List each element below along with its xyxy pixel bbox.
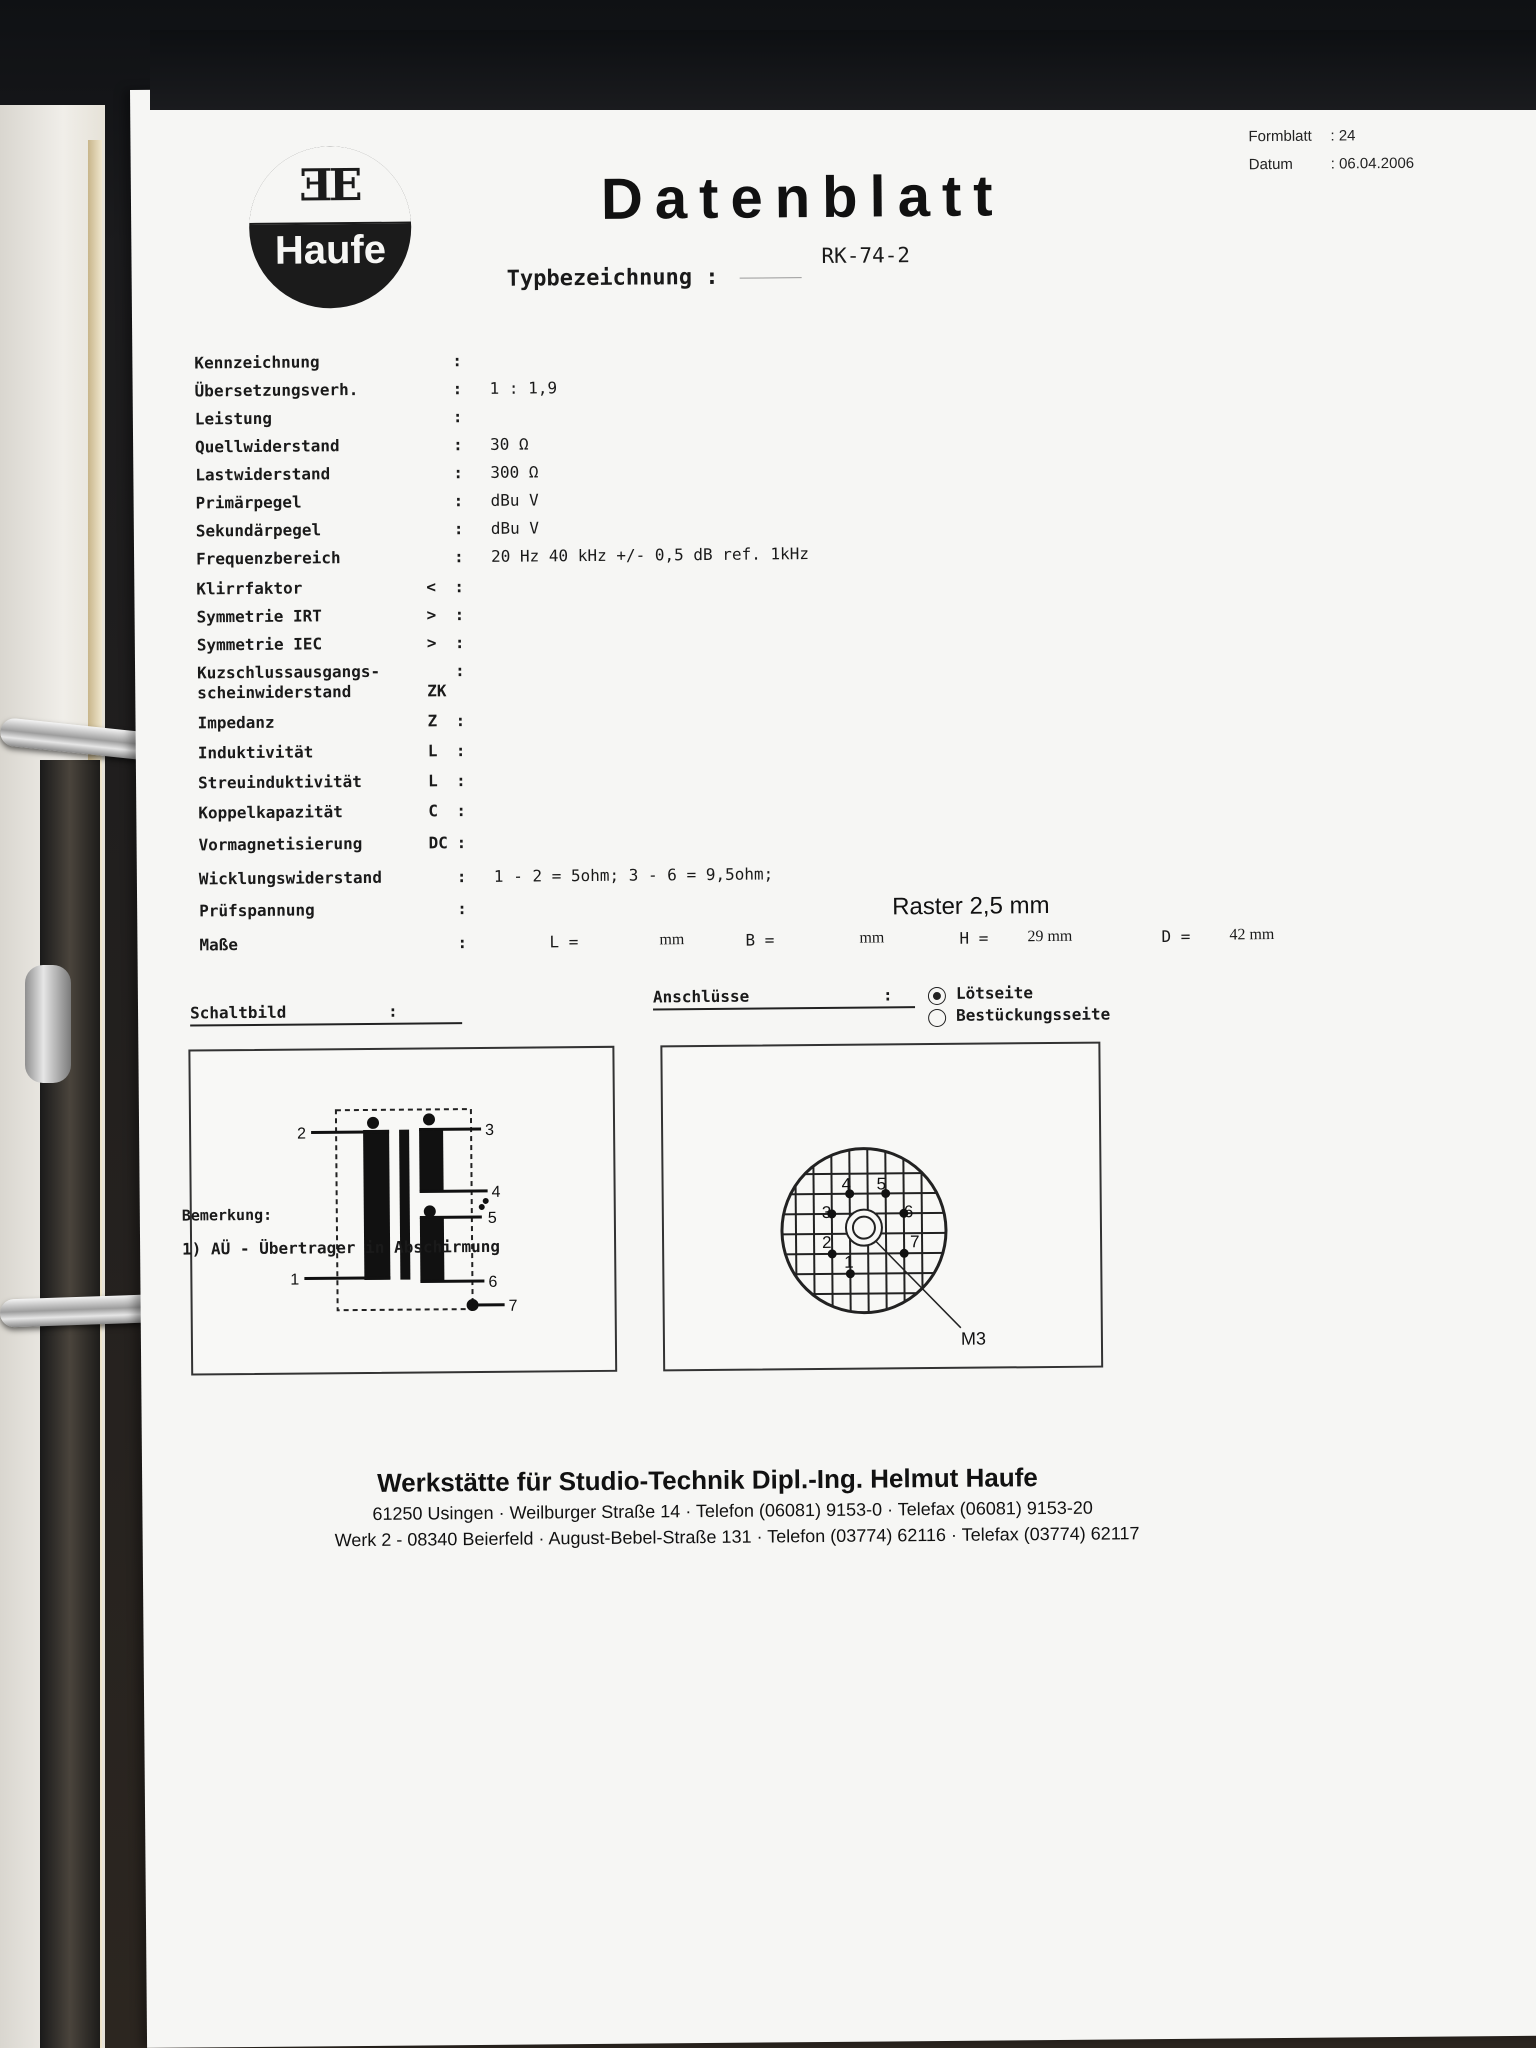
logo-emblem: ƎE	[299, 160, 359, 212]
anschluesse-label: Anschlüsse :	[653, 985, 915, 1010]
remark-item: 1) AÜ - Übertrager in Abschirmung	[182, 1236, 501, 1259]
formblatt-label: Formblatt	[1248, 127, 1312, 146]
remarks-label: Bemerkung:	[181, 1205, 273, 1225]
type-underline	[740, 277, 802, 279]
datum-label: Datum	[1248, 155, 1293, 174]
page-top-shadow	[150, 30, 1536, 110]
radio-bestueckungsseite[interactable]	[928, 1009, 946, 1027]
pin-2-label: 2	[297, 1125, 307, 1143]
pin-layout-7-label: 7	[909, 1232, 920, 1252]
pin-layout-drawing	[662, 1044, 1101, 1370]
page-title: Datenblatt	[600, 163, 1005, 232]
m3-label: M3	[960, 1328, 987, 1349]
radio-loetseite[interactable]	[928, 987, 946, 1005]
pin-3-label: 3	[485, 1121, 495, 1139]
pin-4-label: 4	[491, 1183, 501, 1201]
logo-text: Haufe	[274, 227, 387, 273]
footer-address-line1: 61250 Usingen · Weilburger Straße 14 · Telefon (06081) 9153-0 · Telefax (06081) 9153-20	[372, 1497, 1093, 1524]
radio-bestueckungsseite-label: Bestückungsseite	[956, 1004, 1111, 1025]
footer-company: Werkstätte für Studio-Technik Dipl.-Ing. Helmut Haufe	[377, 1462, 1038, 1498]
footer-address-line2: Werk 2 - 08340 Beierfeld · August-Bebel-Straße 131 · Telefon (03774) 62116 · Telefax (03774) 62117	[334, 1523, 1140, 1551]
formblatt-value: : 24	[1330, 127, 1356, 145]
typbezeichnung-value: RK-74-2	[821, 243, 911, 268]
pin-layout-1-label: 1	[844, 1252, 854, 1272]
pin-layout-3-label: 3	[821, 1202, 832, 1223]
schaltbild-label: Schaltbild :	[190, 1001, 462, 1026]
haufe-logo	[249, 146, 412, 309]
datum-value: : 06.04.2006	[1330, 154, 1415, 173]
pin-layout-5-label: 5	[876, 1174, 887, 1194]
pin-6-label: 6	[488, 1273, 498, 1291]
binder-clamp	[25, 965, 71, 1083]
typbezeichnung-label: Typbezeichnung :	[506, 264, 719, 292]
anschluesse-diagram	[660, 1042, 1103, 1372]
pin-layout-4-label: 4	[841, 1174, 852, 1194]
datasheet-page	[130, 78, 1536, 2048]
raster-title: Raster 2,5 mm	[892, 892, 1050, 921]
pin-1-label: 1	[290, 1271, 300, 1289]
binder-spine	[40, 760, 100, 2048]
radio-loetseite-label: Lötseite	[955, 983, 1034, 1003]
pin-layout-6-label: 6	[903, 1202, 914, 1222]
pin-5-label: 5	[487, 1209, 497, 1227]
pin-7-label: 7	[508, 1297, 518, 1315]
pin-layout-2-label: 2	[822, 1232, 832, 1253]
